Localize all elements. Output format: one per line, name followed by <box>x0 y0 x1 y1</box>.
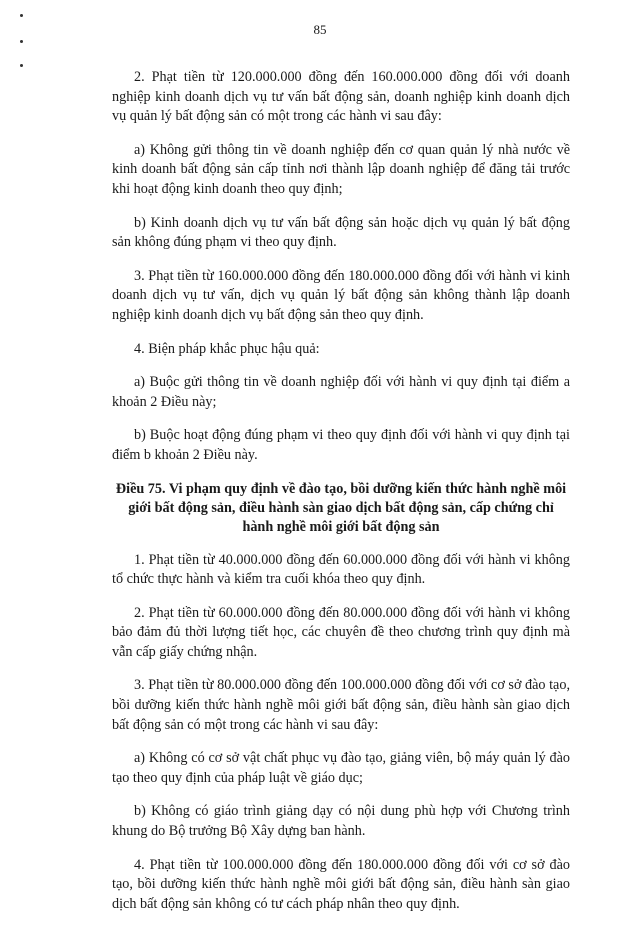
clause-paragraph: 3. Phạt tiền từ 160.000.000 đồng đến 180.000.000 đồng đối với hành vi kinh doanh dịch vụ tư vấn, dịch vụ quản lý bất động sản không thành lập doanh nghiệp kinh doanh dịch vụ bất động sản theo quy định. <box>112 267 570 323</box>
margin-mark <box>20 14 23 17</box>
clause-paragraph: 2. Phạt tiền từ 60.000.000 đồng đến 80.000.000 đồng đối với hành vi không bảo đảm đủ thời lượng tiết học, các chuyên đề theo chương trình quy định mà vẫn cấp giấy chứng nhận. <box>112 604 570 660</box>
clause-paragraph: 4. Biện pháp khắc phục hậu quả: <box>134 340 320 357</box>
clause-paragraph: a) Không có cơ sở vật chất phục vụ đào tạo, giảng viên, bộ máy quản lý đào tạo theo quy định của pháp luật về giáo dục; <box>112 750 570 786</box>
clause-paragraph: a) Buộc gửi thông tin về doanh nghiệp đối với hành vi quy định tại điểm a khoản 2 Điều này; <box>112 374 570 410</box>
margin-mark <box>20 40 23 43</box>
clause-paragraph: b) Không có giáo trình giảng dạy có nội dung phù hợp với Chương trình khung do Bộ trưởng Bộ Xây dựng ban hành. <box>112 803 570 840</box>
clause-paragraph: 1. Phạt tiền từ 40.000.000 đồng đến 60.000.000 đồng đối với hành vi không tổ chức thực hành và kiểm tra cuối khóa theo quy định. <box>112 551 570 588</box>
margin-mark <box>20 64 23 67</box>
clause-paragraph: b) Kinh doanh dịch vụ tư vấn bất động sản hoặc dịch vụ quản lý bất động sản không đúng phạm vi theo quy định. <box>112 214 570 251</box>
clause-paragraph: 3. Phạt tiền từ 80.000.000 đồng đến 100.000.000 đồng đối với cơ sở đào tạo, bồi dưỡng kiến thức hành nghề môi giới bất động sản, điều hành sàn giao dịch bất động sản có một trong các hành vi sau đây: <box>112 677 570 733</box>
clause-paragraph: 4. Phạt tiền từ 100.000.000 đồng đến 180.000.000 đồng đối với cơ sở đào tạo, bồi dưỡng kiến thức hành nghề môi giới bất động sản, điều hành sàn giao dịch bất động sản không có tư cách pháp nhân theo quy định. <box>112 856 570 912</box>
article-heading: Điều 75. Vi phạm quy định về đào tạo, bồi dưỡng kiến thức hành nghề môi giới bất động sản, điều hành sàn giao dịch bất động sản, cấp chứng chỉ hành nghề môi giới bất động sản <box>115 480 567 535</box>
page-number: 85 <box>313 22 327 37</box>
clause-paragraph: a) Không gửi thông tin về doanh nghiệp đến cơ quan quản lý nhà nước về kinh doanh bất động sản cấp tỉnh nơi thành lập doanh nghiệp để đăng tải trước khi hoạt động kinh doanh theo quy định; <box>112 141 570 197</box>
document-body <box>112 68 570 928</box>
clause-paragraph: 2. Phạt tiền từ 120.000.000 đồng đến 160.000.000 đồng đối với doanh nghiệp kinh doanh dịch vụ tư vấn bất động sản, doanh nghiệp kinh doanh dịch vụ quản lý bất động sản có một trong các hành vi sau đây: <box>112 69 570 125</box>
clause-paragraph: b) Buộc hoạt động đúng phạm vi theo quy định đối với hành vi quy định tại điểm b khoản 2 Điều này. <box>112 427 570 463</box>
